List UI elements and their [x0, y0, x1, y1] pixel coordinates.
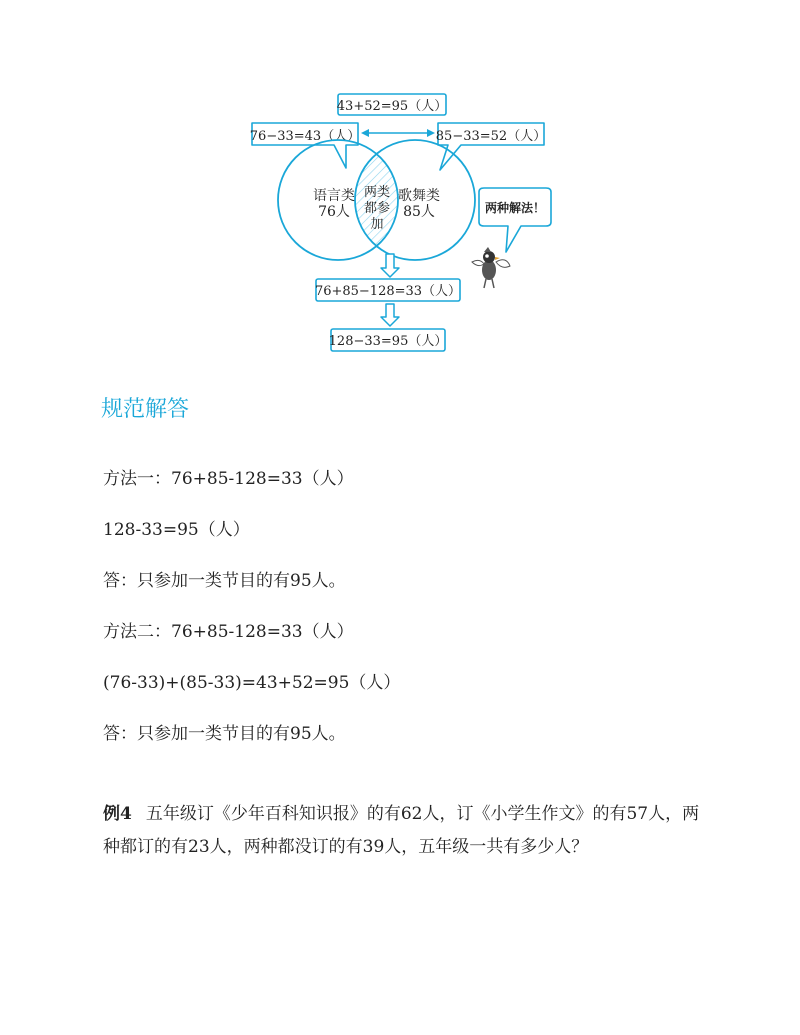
- solution-heading: 规范解答: [101, 397, 190, 422]
- left-circle-count: 76人: [318, 204, 350, 220]
- svg-text:76+85−128=33（人）: 76+85−128=33（人）: [314, 284, 462, 299]
- speech-bubble: [479, 188, 551, 252]
- example-label: 例4: [103, 804, 132, 824]
- left-circle-label: 语言类: [313, 188, 355, 204]
- svg-text:128−33=95（人）: 128−33=95（人）: [328, 334, 448, 349]
- bird-mascot-icon: [472, 247, 510, 288]
- double-arrow-icon: [361, 129, 435, 137]
- step1-formula-box: [315, 279, 461, 301]
- top-formula-box: [337, 94, 447, 115]
- example-problem: [103, 798, 703, 864]
- svg-text:85−33=52（人）: 85−33=52（人）: [435, 129, 547, 144]
- venn-diagram: [0, 0, 800, 360]
- right-formula-box: [436, 123, 546, 170]
- solution-answer-2: 答：只参加一类节目的有95人。: [103, 724, 346, 744]
- solution-line-1: 方法一：76+85-128=33（人）: [103, 469, 354, 489]
- right-circle-label: 歌舞类: [398, 188, 440, 204]
- left-formula-box: [250, 123, 360, 168]
- example-text: 五年级订《少年百科知识报》的有62人，订《小学生作文》的有57人，两种都订的有23人，两种都没订的有39人，五年级一共有多少人？: [103, 804, 700, 857]
- right-circle-count: 85人: [403, 204, 435, 220]
- solution-answer-1: 答：只参加一类节目的有95人。: [103, 571, 346, 591]
- svg-text:43+52=95（人）: 43+52=95（人）: [336, 99, 448, 114]
- solution-line-4: (76-33)+(85-33)=43+52=95（人）: [103, 673, 401, 693]
- svg-text:76−33=43（人）: 76−33=43（人）: [249, 129, 361, 144]
- overlap-label-2: 都参: [363, 201, 391, 216]
- down-arrow-icon: [381, 304, 399, 326]
- solution-line-2: 128-33=95（人）: [103, 520, 250, 540]
- overlap-label-1: 两类: [363, 185, 391, 200]
- step2-formula-box: [329, 329, 448, 351]
- overlap-label-3: 加: [370, 217, 384, 232]
- svg-text:两种解法！: 两种解法！: [484, 201, 546, 215]
- solution-line-3: 方法二：76+85-128=33（人）: [103, 622, 354, 642]
